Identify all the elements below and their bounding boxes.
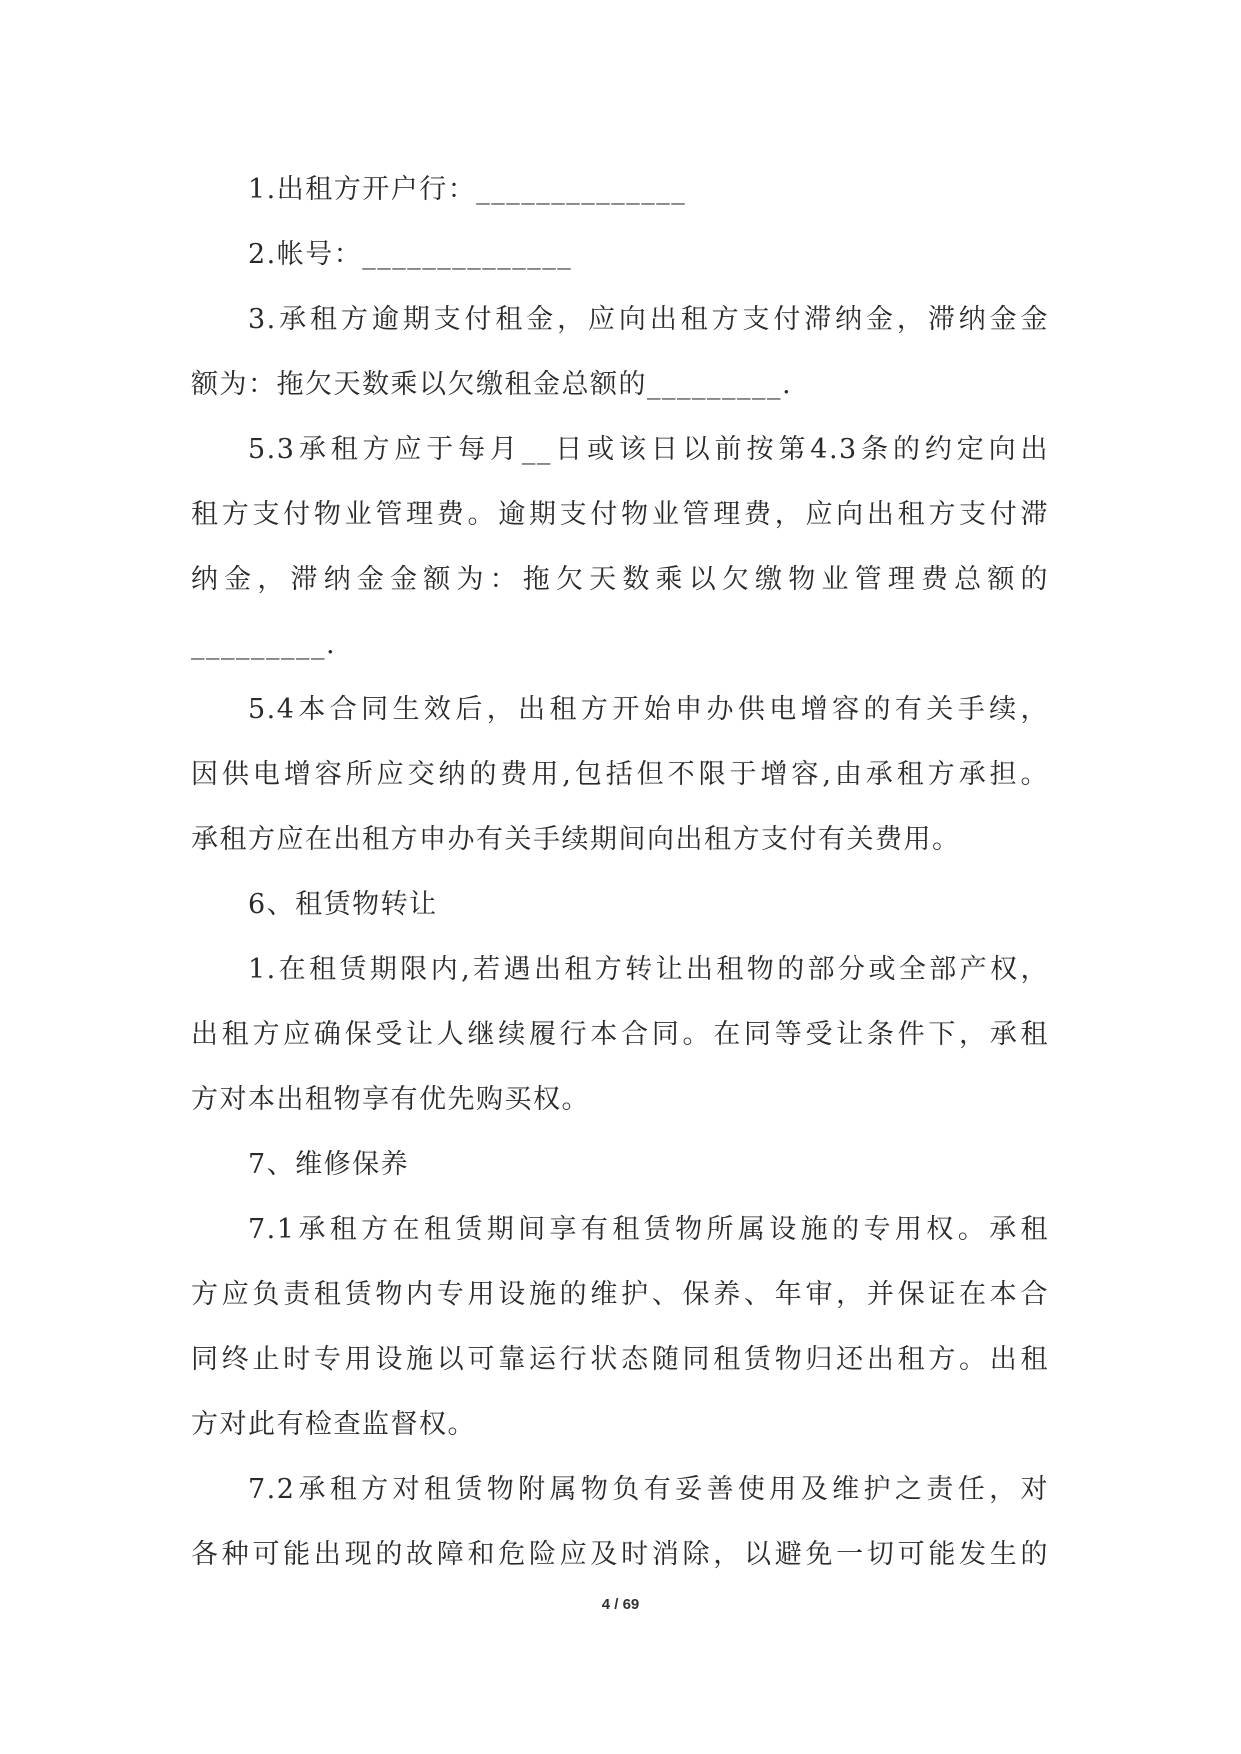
clause-5-3-line-1: 5.3承租方应于每月__日或该日以前按第4.3条的约定向出 (248, 434, 1049, 465)
clause-5-4-line-1: 5.4本合同生效后，出租方开始申办供电增容的有关手续， (248, 694, 1049, 725)
clause-7-2-line-1: 7.2承租方对租赁物附属物负有妥善使用及维护之责任，对 (248, 1474, 1049, 1505)
clause-7-1-line-4: 方对此有检查监督权。 (191, 1409, 476, 1440)
section-7-heading: 7、维修保养 (248, 1149, 410, 1180)
clause-5-3-line-4: _________. (191, 629, 337, 660)
clause-3-line-2: 额为：拖欠天数乘以欠缴租金总额的_________. (191, 369, 793, 400)
clause-6-1-line-3: 方对本出租物享有优先购买权。 (191, 1084, 590, 1115)
clause-5-3-line-2: 租方支付物业管理费。逾期支付物业管理费，应向出租方支付滞 (191, 499, 1049, 530)
clause-5-4-line-3: 承租方应在出租方申办有关手续期间向出租方支付有关费用。 (191, 824, 961, 855)
clause-6-1-line-2: 出租方应确保受让人继续履行本合同。在同等受让条件下，承租 (191, 1019, 1049, 1050)
clause-6-1-line-1: 1.在租赁期限内,若遇出租方转让出租物的部分或全部产权， (248, 954, 1049, 985)
page-number: 4 / 69 (601, 1596, 640, 1613)
section-6-heading: 6、租赁物转让 (248, 889, 438, 920)
clause-5-4-line-2: 因供电增容所应交纳的费用,包括但不限于增容,由承租方承担。 (191, 759, 1049, 790)
clause-7-1-line-1: 7.1承租方在租赁期间享有租赁物所属设施的专用权。承租 (248, 1214, 1049, 1245)
clause-7-1-line-2: 方应负责租赁物内专用设施的维护、保养、年审，并保证在本合 (191, 1279, 1049, 1310)
clause-5-3-line-3: 纳金，滞纳金金额为：拖欠天数乘以欠缴物业管理费总额的 (191, 564, 1049, 595)
bank-line: 1.出租方开户行：______________ (248, 174, 687, 205)
clause-7-2-line-2: 各种可能出现的故障和危险应及时消除，以避免一切可能发生的 (191, 1539, 1049, 1570)
account-line: 2.帐号：______________ (248, 239, 573, 270)
clause-3-line-1: 3.承租方逾期支付租金，应向出租方支付滞纳金，滞纳金金 (248, 304, 1049, 335)
clause-7-1-line-3: 同终止时专用设施以可靠运行状态随同租赁物归还出租方。出租 (191, 1344, 1049, 1375)
